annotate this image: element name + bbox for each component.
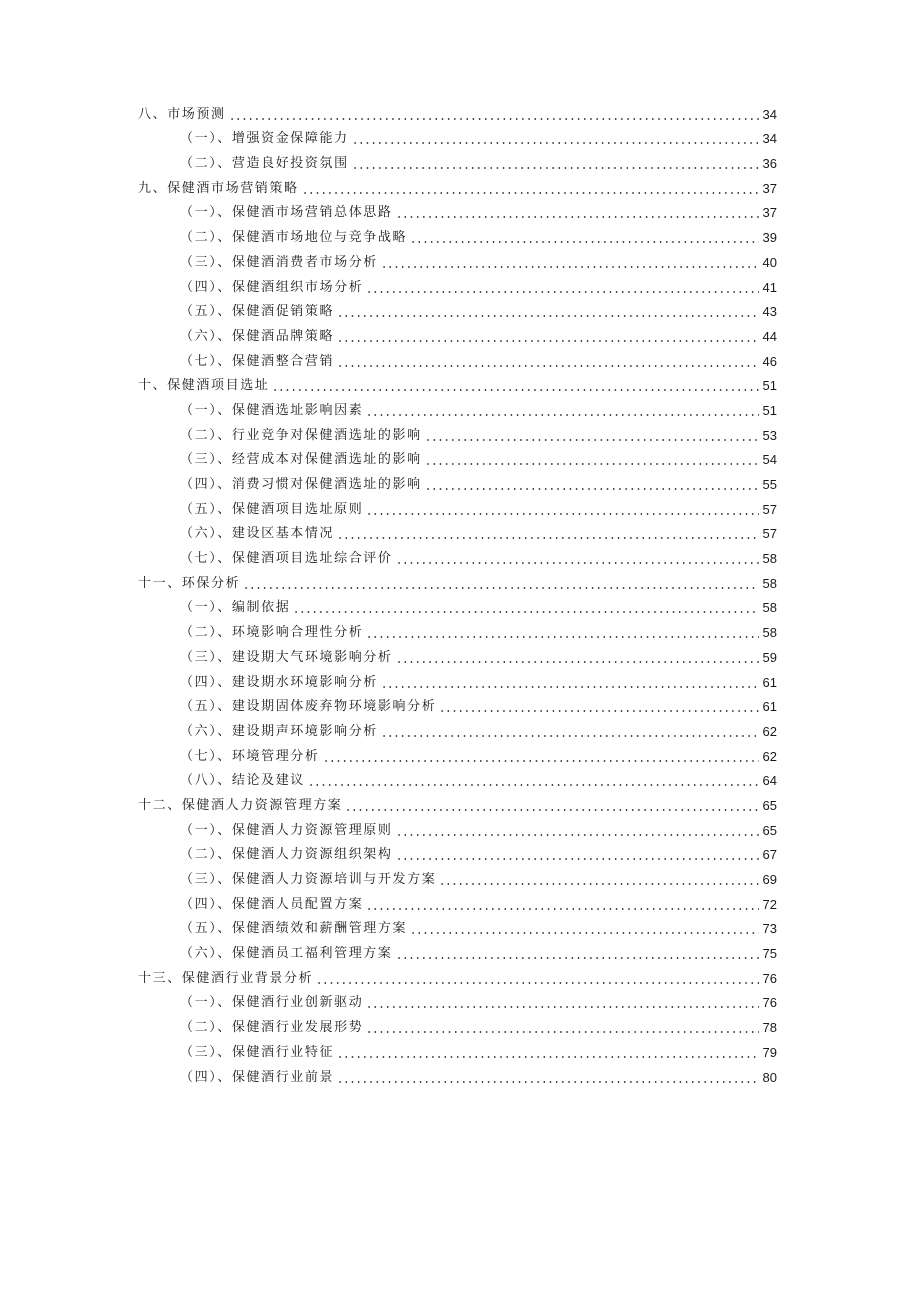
toc-entry-title: 十、保健酒项目选址 — [138, 378, 270, 394]
toc-entry-title: （一）、保健酒人力资源管理原则 — [180, 822, 393, 838]
toc-entry-title: （一）、保健酒市场营销总体思路 — [180, 205, 393, 221]
toc-entry-page-number: 72 — [762, 896, 777, 912]
toc-section-entry[interactable] — [138, 246, 777, 271]
toc-entry-title: （七）、保健酒整合营销 — [180, 353, 335, 369]
toc-entry-page-number: 79 — [762, 1044, 777, 1060]
table-of-contents — [138, 98, 777, 1086]
toc-entry-title: （三）、保健酒消费者市场分析 — [180, 254, 378, 270]
toc-entry-title: （四）、消费习惯对保健酒选址的影响 — [180, 477, 422, 492]
toc-entry-title: （一）、保健酒选址影响因素 — [180, 402, 364, 418]
toc-entry-title: 十一、环保分析 — [138, 575, 241, 591]
toc-dot-leader — [352, 167, 759, 169]
toc-dot-leader — [316, 982, 759, 984]
toc-entry-title: （一）、编制依据 — [180, 600, 291, 616]
toc-section-entry[interactable] — [138, 666, 777, 691]
toc-dot-leader — [366, 636, 759, 638]
toc-entry-title: （八）、结论及建议 — [180, 773, 305, 789]
toc-section-entry[interactable] — [138, 863, 777, 888]
toc-entry-page-number: 69 — [762, 872, 777, 887]
toc-chapter-entry[interactable] — [138, 567, 777, 592]
toc-entry-page-number: 62 — [762, 723, 777, 739]
toc-entry-title: （六）、建设区基本情况 — [180, 526, 335, 542]
toc-entry-page-number: 57 — [762, 501, 777, 517]
toc-dot-leader — [396, 957, 759, 959]
toc-dot-leader — [308, 784, 759, 786]
toc-chapter-entry[interactable] — [138, 962, 777, 987]
toc-dot-leader — [410, 241, 759, 243]
toc-section-entry[interactable] — [138, 715, 777, 740]
toc-dot-leader — [366, 513, 759, 515]
toc-dot-leader — [243, 587, 759, 589]
toc-dot-leader — [366, 291, 759, 293]
toc-entry-page-number: 73 — [762, 921, 777, 937]
toc-entry-page-number: 41 — [762, 279, 777, 295]
toc-section-entry[interactable] — [138, 518, 777, 543]
toc-entry-page-number: 58 — [762, 600, 777, 616]
toc-chapter-entry[interactable] — [138, 172, 777, 197]
toc-entry-title: （二）、保健酒市场地位与竞争战略 — [180, 230, 408, 246]
toc-dot-leader — [425, 463, 759, 465]
toc-dot-leader — [425, 439, 759, 441]
toc-dot-leader — [229, 118, 759, 120]
toc-entry-page-number: 46 — [762, 353, 777, 369]
toc-dot-leader — [366, 1031, 759, 1033]
toc-section-entry[interactable] — [138, 320, 777, 345]
toc-section-entry[interactable] — [138, 419, 777, 444]
toc-entry-title: 八、市场预测 — [138, 106, 226, 122]
toc-dot-leader — [439, 710, 759, 712]
toc-dot-leader — [396, 858, 759, 860]
toc-section-entry[interactable] — [138, 691, 777, 716]
toc-entry-title: （三）、经营成本对保健酒选址的影响 — [180, 452, 422, 468]
toc-entry-page-number: 44 — [762, 328, 777, 344]
toc-section-entry[interactable] — [138, 296, 777, 321]
toc-entry-title: （二）、环境影响合理性分析 — [180, 625, 364, 641]
toc-entry-title: （二）、行业竞争对保健酒选址的影响 — [180, 427, 422, 443]
toc-entry-page-number: 75 — [762, 946, 777, 962]
toc-entry-page-number: 65 — [762, 797, 777, 813]
toc-entry-page-number: 34 — [762, 131, 777, 147]
toc-chapter-entry[interactable] — [138, 789, 777, 814]
toc-entry-page-number: 43 — [762, 304, 777, 320]
toc-dot-leader — [381, 266, 759, 268]
toc-entry-page-number: 53 — [762, 427, 777, 443]
toc-dot-leader — [366, 1006, 759, 1008]
toc-entry-page-number: 78 — [762, 1020, 777, 1036]
toc-section-entry[interactable] — [138, 197, 777, 222]
toc-entry-title: （三）、保健酒行业特征 — [180, 1044, 335, 1060]
toc-entry-page-number: 51 — [762, 402, 777, 418]
toc-section-entry[interactable] — [138, 271, 777, 296]
toc-dot-leader — [293, 611, 759, 613]
toc-entry-title: （六）、建设期声环境影响分析 — [180, 723, 378, 739]
toc-dot-leader — [381, 735, 759, 737]
toc-dot-leader — [302, 192, 759, 194]
toc-section-entry[interactable] — [138, 221, 777, 246]
toc-entry-page-number: 40 — [762, 254, 777, 270]
toc-entry-title: 十三、保健酒行业背景分析 — [138, 970, 314, 986]
toc-entry-title: 九、保健酒市场营销策略 — [138, 180, 299, 196]
toc-section-entry[interactable] — [138, 542, 777, 567]
toc-entry-title: （三）、建设期大气环境影响分析 — [180, 649, 393, 665]
toc-dot-leader — [366, 414, 759, 416]
toc-section-entry[interactable] — [138, 468, 777, 493]
toc-dot-leader — [366, 908, 759, 910]
toc-entry-page-number: 58 — [762, 625, 777, 641]
toc-entry-page-number: 55 — [762, 477, 777, 492]
toc-entry-page-number: 57 — [762, 526, 777, 542]
toc-chapter-entry[interactable] — [138, 370, 777, 395]
toc-dot-leader — [323, 760, 759, 762]
toc-dot-leader — [396, 834, 759, 836]
toc-dot-leader — [425, 488, 759, 490]
toc-dot-leader — [381, 686, 759, 688]
toc-entry-page-number: 58 — [762, 575, 777, 591]
toc-dot-leader — [272, 389, 759, 391]
toc-entry-page-number: 54 — [762, 452, 777, 468]
toc-section-entry[interactable] — [138, 616, 777, 641]
toc-section-entry[interactable] — [138, 987, 777, 1012]
toc-section-entry[interactable] — [138, 394, 777, 419]
toc-entry-page-number: 37 — [762, 180, 777, 196]
toc-entry-title: （六）、保健酒品牌策略 — [180, 328, 335, 344]
toc-entry-page-number: 37 — [762, 205, 777, 221]
toc-entry-title: （二）、保健酒行业发展形势 — [180, 1020, 364, 1036]
toc-entry-title: （五）、保健酒绩效和薪酬管理方案 — [180, 921, 408, 937]
toc-entry-page-number: 62 — [762, 748, 777, 764]
toc-dot-leader — [396, 562, 759, 564]
toc-entry-title: （五）、保健酒项目选址原则 — [180, 501, 364, 517]
toc-entry-title: （七）、保健酒项目选址综合评价 — [180, 551, 393, 567]
toc-entry-title: （四）、保健酒组织市场分析 — [180, 279, 364, 295]
toc-entry-page-number: 67 — [762, 847, 777, 863]
toc-section-entry[interactable] — [138, 123, 777, 148]
toc-entry-page-number: 59 — [762, 649, 777, 665]
toc-dot-leader — [345, 809, 759, 811]
toc-section-entry[interactable] — [138, 444, 777, 469]
toc-dot-leader — [337, 537, 759, 539]
toc-entry-page-number: 51 — [762, 378, 777, 394]
toc-entry-title: （五）、建设期固体废弃物环境影响分析 — [180, 699, 437, 715]
toc-dot-leader — [337, 1056, 759, 1058]
toc-section-entry[interactable] — [138, 888, 777, 913]
toc-section-entry[interactable] — [138, 913, 777, 938]
toc-entry-title: （三）、保健酒人力资源培训与开发方案 — [180, 872, 437, 887]
toc-section-entry[interactable] — [138, 937, 777, 962]
toc-section-entry[interactable] — [138, 592, 777, 617]
toc-dot-leader — [410, 932, 759, 934]
toc-dot-leader — [337, 315, 759, 317]
toc-entry-title: （六）、保健酒员工福利管理方案 — [180, 946, 393, 962]
toc-entry-page-number: 61 — [762, 699, 777, 715]
toc-entry-page-number: 36 — [762, 156, 777, 172]
toc-entry-title: （二）、营造良好投资氛围 — [180, 156, 349, 172]
toc-entry-page-number: 80 — [762, 1069, 777, 1085]
toc-dot-leader — [337, 1081, 759, 1083]
toc-dot-leader — [337, 340, 759, 342]
toc-section-entry[interactable] — [138, 1061, 777, 1086]
toc-dot-leader — [439, 883, 759, 885]
toc-entry-page-number: 39 — [762, 230, 777, 246]
toc-section-entry[interactable] — [138, 147, 777, 172]
toc-section-entry[interactable] — [138, 839, 777, 864]
toc-entry-title: （七）、环境管理分析 — [180, 748, 320, 764]
toc-dot-leader — [337, 365, 759, 367]
toc-entry-title: （四）、保健酒行业前景 — [180, 1069, 335, 1085]
toc-entry-page-number: 76 — [762, 995, 777, 1011]
toc-entry-page-number: 76 — [762, 970, 777, 986]
toc-entry-title: （四）、建设期水环境影响分析 — [180, 674, 378, 690]
toc-entry-page-number: 65 — [762, 822, 777, 838]
toc-section-entry[interactable] — [138, 740, 777, 765]
toc-entry-title: 十二、保健酒人力资源管理方案 — [138, 797, 343, 813]
toc-entry-page-number: 61 — [762, 674, 777, 690]
toc-dot-leader — [396, 216, 759, 218]
toc-dot-leader — [396, 661, 759, 663]
toc-section-entry[interactable] — [138, 814, 777, 839]
toc-entry-title: （一）、增强资金保障能力 — [180, 131, 349, 147]
toc-section-entry[interactable] — [138, 1011, 777, 1036]
toc-entry-page-number: 64 — [762, 773, 777, 789]
toc-entry-title: （四）、保健酒人员配置方案 — [180, 896, 364, 912]
toc-section-entry[interactable] — [138, 345, 777, 370]
toc-section-entry[interactable] — [138, 493, 777, 518]
toc-entry-title: （一）、保健酒行业创新驱动 — [180, 995, 364, 1011]
toc-chapter-entry[interactable] — [138, 98, 777, 123]
toc-section-entry[interactable] — [138, 641, 777, 666]
toc-entry-page-number: 34 — [762, 106, 777, 122]
toc-dot-leader — [352, 142, 759, 144]
toc-section-entry[interactable] — [138, 1036, 777, 1061]
toc-entry-title: （二）、保健酒人力资源组织架构 — [180, 847, 393, 863]
toc-entry-page-number: 58 — [762, 551, 777, 567]
toc-entry-title: （五）、保健酒促销策略 — [180, 304, 335, 320]
toc-section-entry[interactable] — [138, 765, 777, 790]
